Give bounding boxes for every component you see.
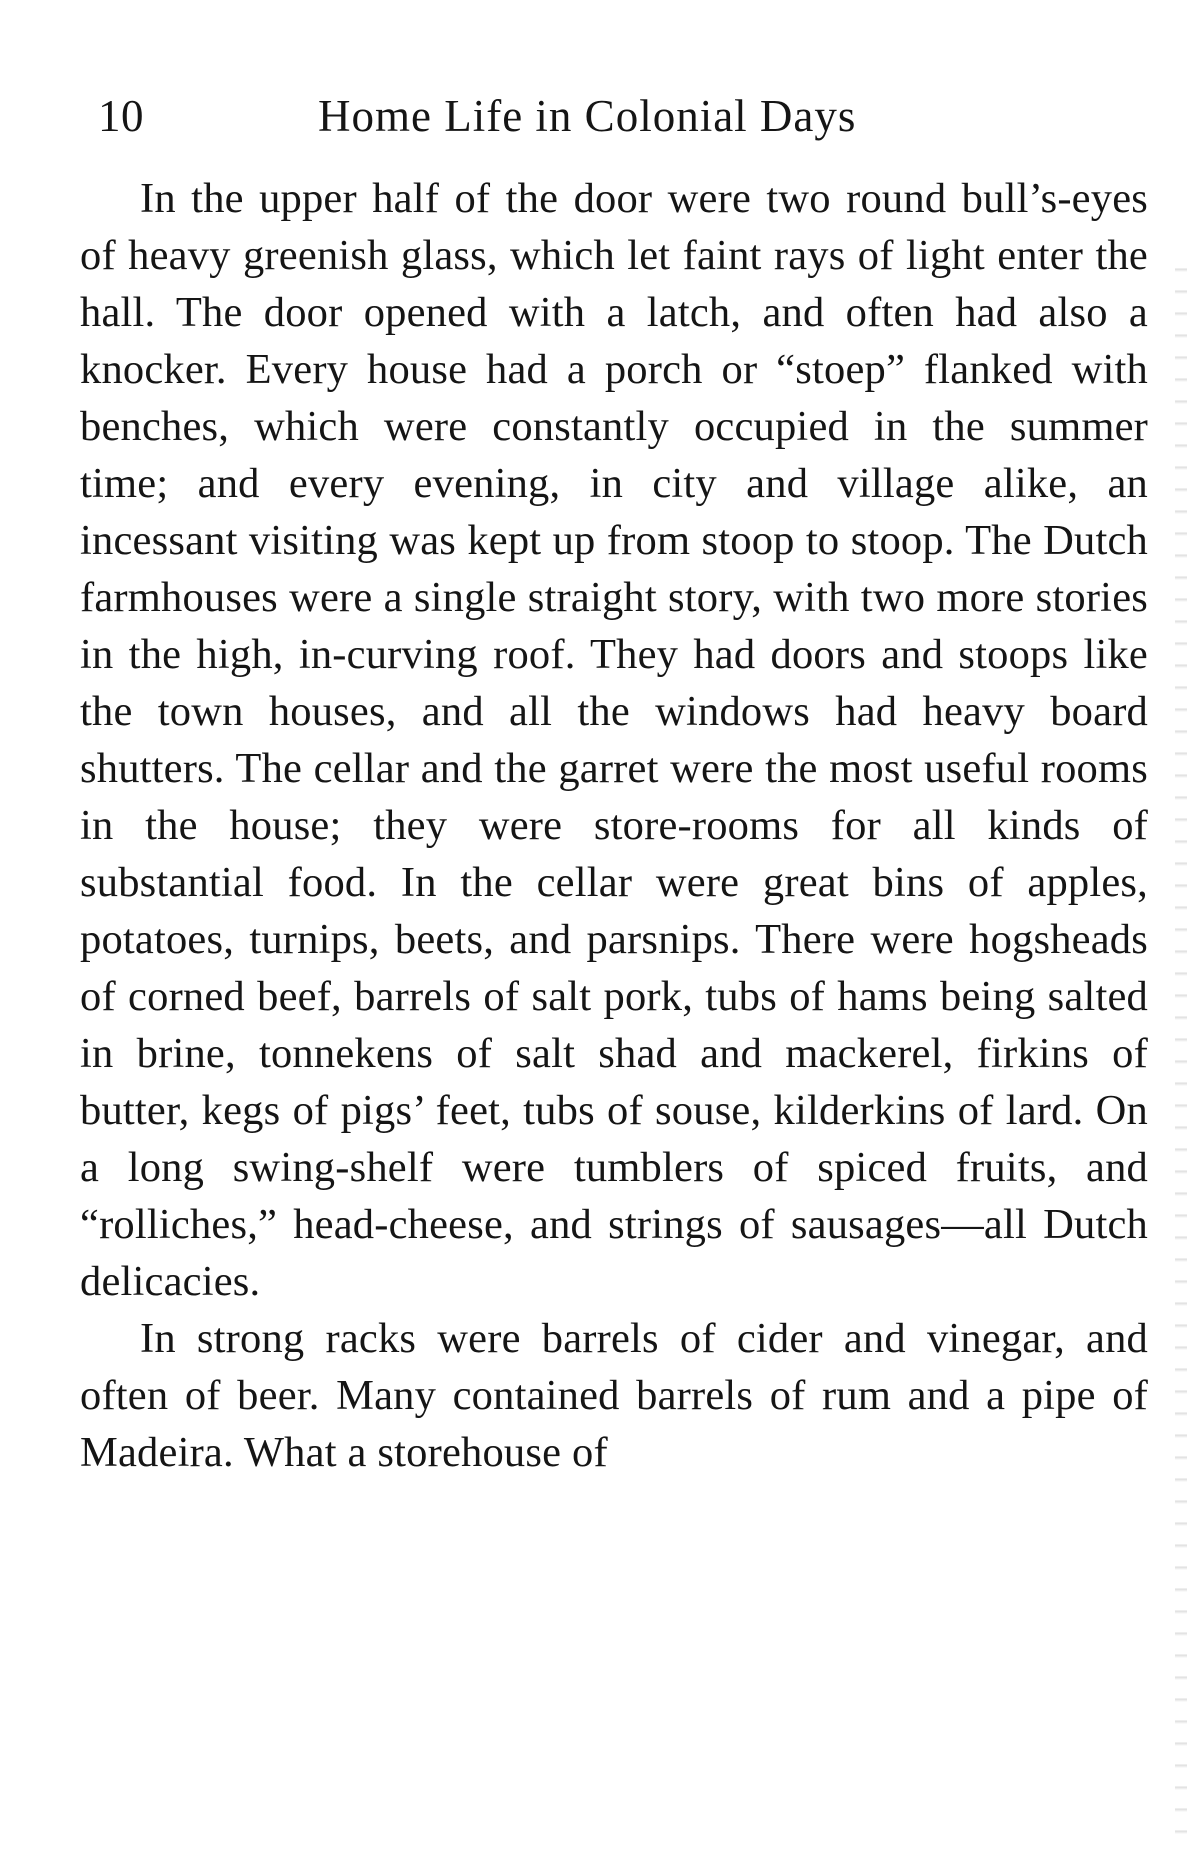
body-text xyxy=(80,170,1148,1481)
page-number: 10 xyxy=(98,91,144,141)
page-header xyxy=(98,86,1138,146)
paragraph-1: In the upper half of the door were two round bull’s-eyes of heavy greenish glass, which let faint rays of light enter the hall. The door opened with a latch, and often had also a knocker. Every house had a porch or “stoep” flanked with benches, which were constantly occupied in the summer time; and every evening, in city and village alike, an incessant visiting was kept up from stoop to stoop. The Dutch farmhouses were a single straight story, with two more stories in the high, in-curving roof. They had doors and stoops like the town houses, and all the windows had heavy board shutters. The cellar and the garret were the most useful rooms in the house; they were store-rooms for all kinds of substantial food. In the cellar were great bins of apples, potatoes, turnips, beets, and parsnips. There were hogsheads of corned beef, barrels of salt pork, tubs of hams being salted in brine, tonnekens of salt shad and mackerel, firkins of butter, kegs of pigs’ feet, tubs of souse, kilderkins of lard. On a long swing-shelf were tumblers of spiced fruits, and “rolliches,” head-cheese, and strings of sausages—all Dutch delicacies. xyxy=(80,175,1148,1305)
page-edge-shadow xyxy=(1175,250,1187,1850)
paragraph-2: In strong racks were barrels of cider and vinegar, and often of beer. Many contained barrels of rum and a pipe of Madeira. What a storehouse of xyxy=(80,1315,1148,1476)
running-title: Home Life in Colonial Days xyxy=(318,91,857,141)
